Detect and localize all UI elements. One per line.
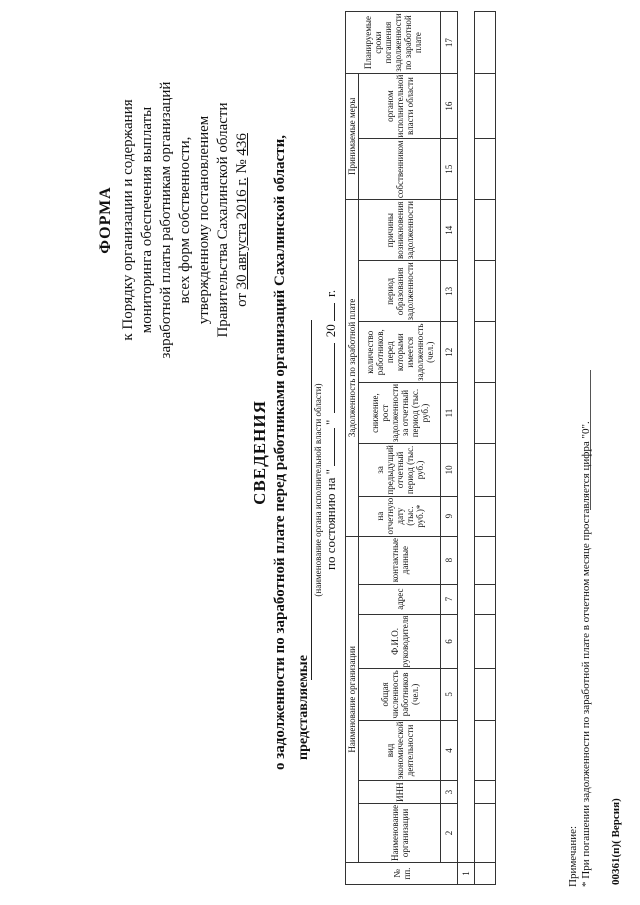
from-label: от — [234, 293, 250, 307]
approval-header — [96, 60, 252, 380]
table-cell — [475, 720, 496, 781]
col-header-change: снижение, рост задолженности за отчетный период (тыс. руб.) — [359, 382, 441, 443]
col-header-address: адрес — [359, 584, 441, 614]
approval-date: 30 августа 2016 г. — [234, 177, 250, 290]
col-number: 4 — [441, 720, 458, 781]
col-header-headcount: общая численность работников (чел.) — [359, 669, 441, 720]
col-number: 2 — [441, 803, 458, 862]
day-blank — [334, 428, 335, 466]
number-sign: № — [234, 159, 250, 174]
table-cell — [475, 139, 496, 200]
col-number: 11 — [441, 382, 458, 443]
note-text: * При погашении задолженности по заработной плате в отчетном месяце проставляется цифра "0". — [580, 421, 592, 887]
table-cell — [475, 584, 496, 614]
col-number: 15 — [441, 139, 458, 200]
version-label: 00361(п)( Версия) — [610, 798, 622, 885]
table-cell — [475, 669, 496, 720]
col-number: 16 — [441, 73, 458, 139]
header-line-5: утвержденному постановлением — [196, 115, 212, 325]
presented-by-label: представляемые — [296, 655, 311, 760]
col-header-owner: собственником — [359, 139, 441, 200]
col-header-inn: ИНН — [359, 781, 441, 804]
table-cell — [475, 496, 496, 536]
col-number: 6 — [441, 614, 458, 669]
col-header-authority: органом исполнительной власти области — [359, 73, 441, 139]
col-header-workers: количество работников, перед которыми имеется задолженность (чел.) — [359, 322, 441, 383]
col-group-organization: Наименование организации — [346, 536, 359, 862]
col-header-contacts: контактные данные — [359, 536, 441, 584]
col-number: 12 — [441, 322, 458, 383]
debt-report-table — [345, 11, 496, 885]
as-of-line — [323, 290, 339, 570]
col-number: 17 — [441, 12, 458, 73]
col-header-reasons: причины возникновения задолженности — [359, 200, 441, 261]
year-prefix: 20 — [323, 324, 338, 338]
col-number: 13 — [441, 261, 458, 322]
col-number: 5 — [441, 669, 458, 720]
approval-number: 436 — [234, 133, 250, 156]
header-line-2: мониторинга обеспечения выплаты — [139, 106, 155, 334]
col-group-debt: Задолженность по заработной плате — [346, 200, 359, 537]
org-caption: (наименование органа исполнительной власти области) — [313, 383, 323, 597]
year-suffix: г. — [323, 289, 338, 297]
col-number: 9 — [441, 496, 458, 536]
col-header-deadline: Планируемые сроки погашения задолженности по заработной плате — [346, 12, 441, 73]
year-blank — [334, 303, 335, 321]
number-row-spacer — [458, 12, 475, 863]
table-cell — [475, 200, 496, 261]
col-header-report-date: на отчетную дату (тыс. руб.)* — [359, 496, 441, 536]
col-header-activity: вид экономической деятельности — [359, 720, 441, 781]
note-label: Примечание: — [567, 825, 579, 887]
table-cell — [475, 614, 496, 669]
table-cell — [475, 803, 496, 862]
col-number: 7 — [441, 584, 458, 614]
document-title: СВЕДЕНИЯ — [250, 400, 269, 505]
table-cell — [475, 12, 496, 73]
quote-open: " — [323, 469, 338, 475]
table-cell — [475, 261, 496, 322]
table-cell — [475, 322, 496, 383]
header-line-4: всех форм собственности, — [177, 136, 193, 304]
table-cell — [475, 781, 496, 804]
col-header-head: Ф.И.О. руководителя — [359, 614, 441, 669]
col-number: 3 — [441, 781, 458, 804]
table-cell — [475, 536, 496, 584]
col-number: 14 — [441, 200, 458, 261]
col-header-previous: за предыдущий отчетный период (тыс. руб.) — [359, 444, 441, 496]
table-cell — [475, 863, 496, 885]
header-line-1: к Порядку организации и содержания — [120, 99, 136, 341]
month-blank — [334, 343, 335, 413]
col-header-period: период образования задолженности — [359, 261, 441, 322]
col-group-measures: Принимаемые меры — [346, 73, 359, 199]
col-number: 10 — [441, 444, 458, 496]
col-header-org-name: Наименование организации — [359, 803, 441, 862]
quote-close: " — [323, 419, 338, 426]
col-header-number: № пп. — [346, 863, 458, 885]
presented-by-blank — [311, 320, 312, 680]
header-line-6: Правительства Сахалинской области — [215, 102, 231, 338]
table-cell — [475, 73, 496, 139]
header-line-3: заработной платы работникам организаций — [158, 81, 174, 359]
col-number: 1 — [458, 863, 475, 885]
as-of-label: по состоянию на — [323, 477, 338, 570]
table-cell — [475, 444, 496, 496]
form-label: ФОРМА — [97, 186, 114, 254]
document-subtitle: о задолженности по заработной плате перед работниками организаций Сахалинской области, — [272, 135, 288, 770]
col-number: 8 — [441, 536, 458, 584]
table-cell — [475, 382, 496, 443]
